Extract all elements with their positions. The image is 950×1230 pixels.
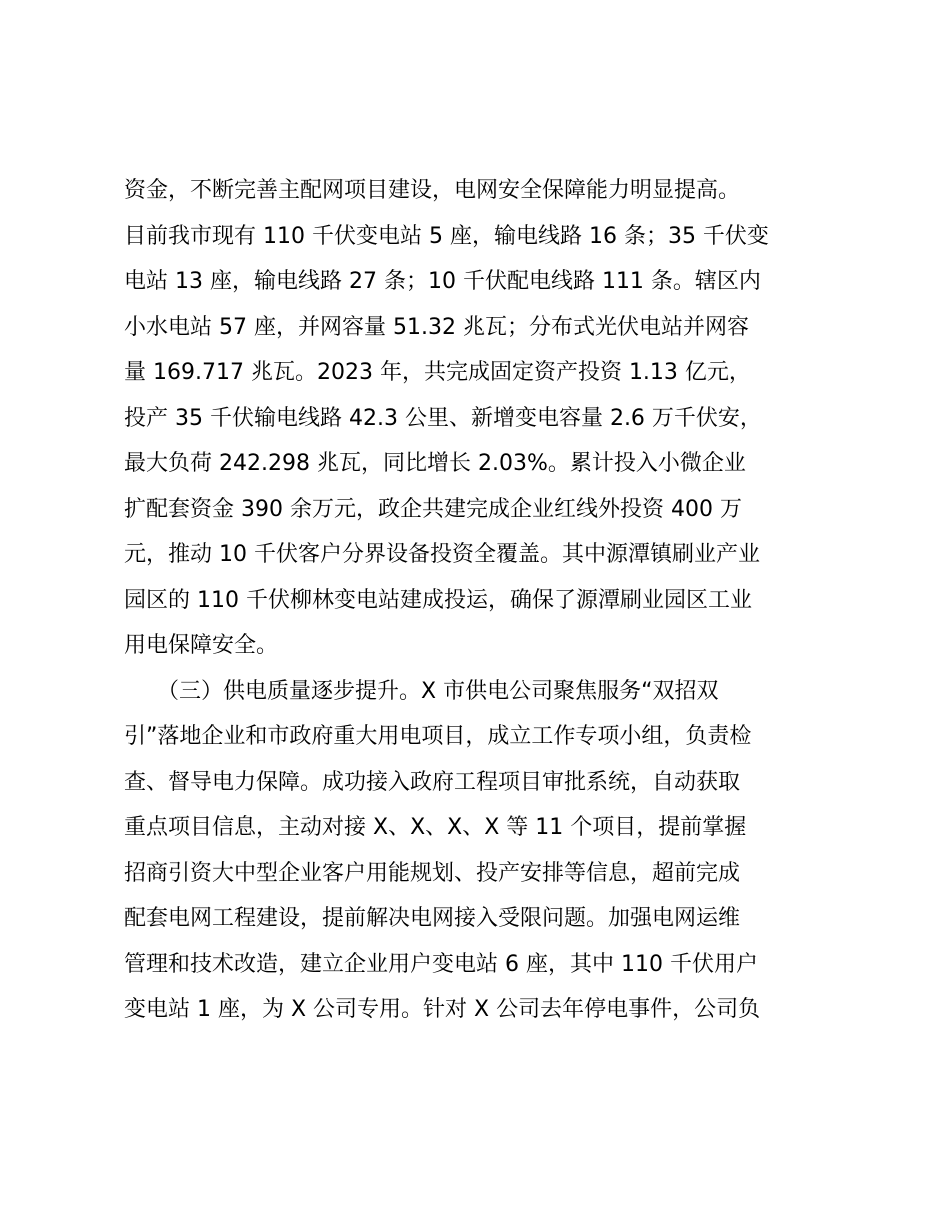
text-line-4: 小水电站 57 座，并网容量 51.32 兆瓦；分布式光伏电站并网容 <box>124 314 749 340</box>
text-line-1: 资金，不断完善主配网项目建设，电网安全保障能力明显提高。 <box>124 178 741 203</box>
text-line-9: 元，推动 10 千伏客户分界设备投资全覆盖。其中源潭镇刷业产业 <box>124 542 760 567</box>
text-line-10: 园区的 110 千伏柳林变电站建成投运，确保了源潭刷业园区工业 <box>124 587 752 613</box>
text-line-15: 重点项目信息，主动对接 X、X、X、X 等 11 个项目，提前掌握 <box>124 815 747 840</box>
text-line-18: 管理和技术改造，建立企业用户变电站 6 座，其中 110 千伏用户 <box>124 951 758 977</box>
text-line-13: 引”落地企业和市政府重大用电项目，成立工作专项小组，负责检 <box>124 724 752 749</box>
text-line-16: 招商引资大中型企业客户用能规划、投产安排等信息，超前完成 <box>124 860 741 886</box>
body-text <box>124 168 844 1033</box>
text-line-17: 配套电网工程建设，提前解决电网接入受限问题。加强电网运维 <box>124 906 741 931</box>
text-line-3: 电站 13 座，输电线路 27 条；10 千伏配电线路 111 条。辖区内 <box>124 269 761 294</box>
text-line-11: 用电保障安全。 <box>124 633 279 658</box>
text-line-19: 变电站 1 座，为 X 公司专用。针对 X 公司去年停电事件，公司负 <box>124 997 761 1022</box>
text-line-2: 目前我市现有 110 千伏变电站 5 座，输电线路 16 条；35 千伏变 <box>124 223 769 249</box>
text-line-8: 扩配套资金 390 余万元，政企共建完成企业红线外投资 400 万 <box>124 496 742 522</box>
text-line-12: （三）供电质量逐步提升。X 市供电公司聚焦服务“双招双 <box>124 678 719 704</box>
text-line-14: 查、督导电力保障。成功接入政府工程项目审批系统，自动获取 <box>124 769 741 795</box>
text-line-7: 最大负荷 242.298 兆瓦，同比增长 2.03%。累计投入小微企业 <box>124 451 746 476</box>
text-line-6: 投产 35 千伏输电线路 42.3 公里、新增变电容量 2.6 万千伏安， <box>124 405 762 431</box>
text-line-5: 量 169.717 兆瓦。2023 年，共完成固定资产投资 1.13 亿元， <box>124 360 751 385</box>
